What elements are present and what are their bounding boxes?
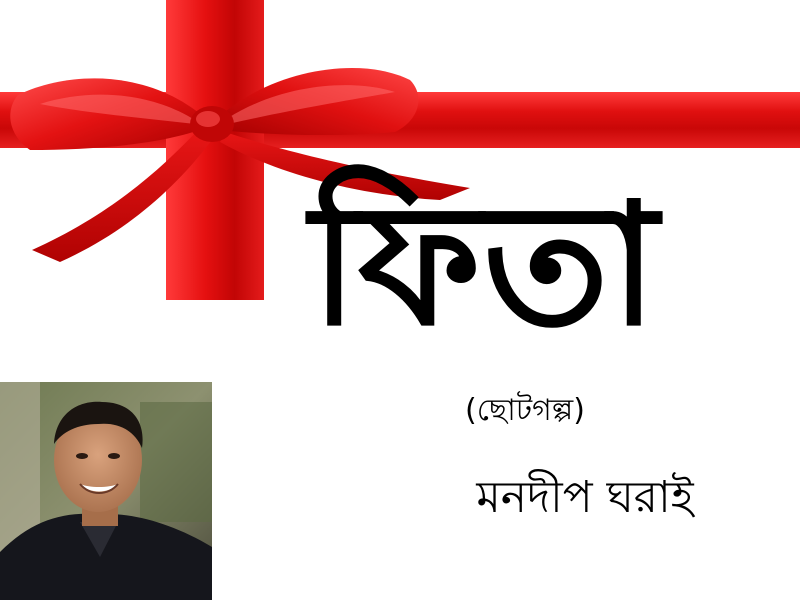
author-name: মনদীপ ঘরাই	[476, 472, 694, 523]
story-title: ফিতা	[310, 167, 660, 363]
genre-label: (ছোটগল্প)	[465, 393, 585, 428]
author-photo	[0, 382, 212, 600]
